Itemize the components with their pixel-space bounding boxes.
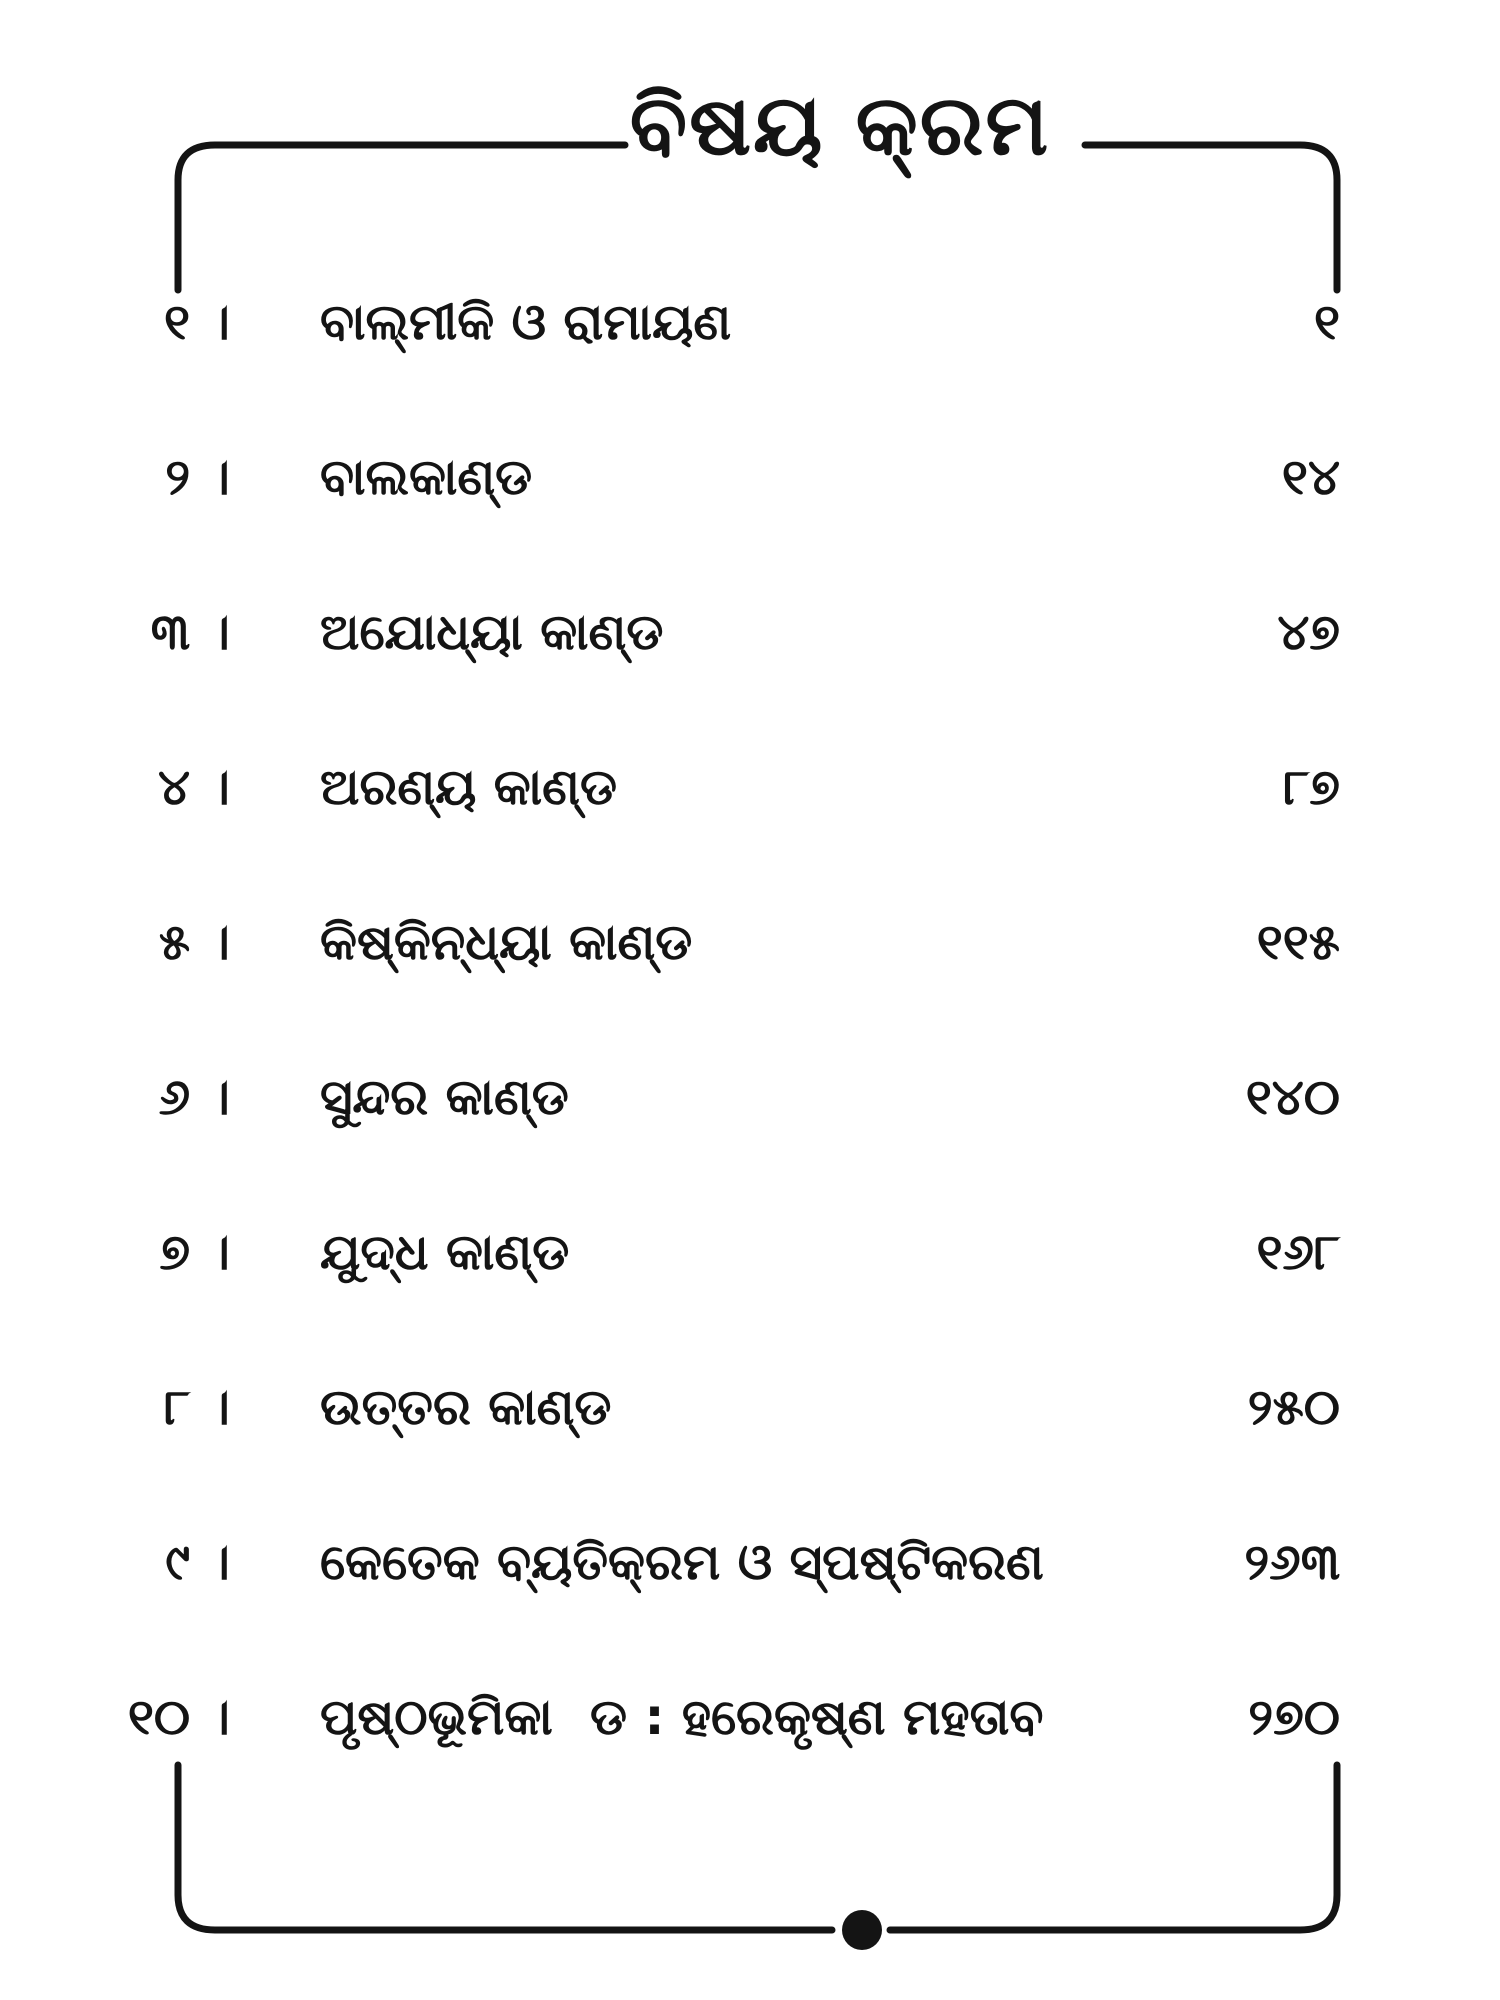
entry-number: ୧ ।	[164, 293, 230, 351]
entry-page-number: ୧୬୮	[1256, 1223, 1340, 1281]
toc-entry[interactable]	[0, 437, 1500, 517]
entry-number: ୫ ।	[158, 913, 230, 971]
toc-entry[interactable]	[0, 1522, 1500, 1602]
toc-entry[interactable]	[0, 592, 1500, 672]
entry-page-number: ୧୪୦	[1245, 1068, 1340, 1126]
entry-number: ୩ ।	[150, 603, 230, 661]
entry-page-number: ୧୪	[1281, 448, 1340, 506]
entry-number: ୪ ।	[158, 758, 230, 816]
entry-number: ୬ ।	[158, 1068, 230, 1126]
entry-author: ଡ : ହରେକୃଷ୍ଣ ମହତାବ	[590, 1688, 1044, 1746]
entry-page-number: ୧୧୫	[1256, 913, 1340, 971]
toc-entry[interactable]	[0, 1677, 1500, 1757]
entry-number: ୧୦ ।	[127, 1688, 230, 1746]
entry-page-number: ୨୬୩	[1244, 1533, 1340, 1591]
toc-entry[interactable]	[0, 1057, 1500, 1137]
entry-page-number: ୮୭	[1283, 758, 1340, 816]
toc-entry[interactable]	[0, 747, 1500, 827]
entry-title: ସୁନ୍ଦର କାଣ୍ଡ	[320, 1068, 569, 1126]
toc-entry[interactable]	[0, 282, 1500, 362]
entry-page-number: ୨୭୦	[1248, 1688, 1340, 1746]
entry-title: ଅରଣ୍ୟ କାଣ୍ଡ	[320, 758, 618, 816]
entry-title: ଉତ୍ତର କାଣ୍ଡ	[320, 1378, 612, 1436]
entry-page-number: ୧	[1313, 293, 1340, 351]
entry-title: କିଷ୍କିନ୍ଧ୍ୟା କାଣ୍ଡ	[320, 913, 693, 971]
entry-number: ୨ ।	[165, 448, 230, 506]
entry-title: କେତେକ ବ୍ୟତିକ୍ରମ ଓ ସ୍ପଷ୍ଟିକରଣ	[320, 1533, 1044, 1591]
entry-title: ବାଲ୍ମୀକି ଓ ରାମାୟଣ	[320, 293, 732, 351]
entry-title: ବାଲକାଣ୍ଡ	[320, 448, 533, 506]
entry-title: ଯୁଦ୍ଧ କାଣ୍ଡ	[320, 1223, 570, 1281]
entry-page-number: ୨୫୦	[1247, 1378, 1340, 1436]
entry-number: ୭ ।	[159, 1223, 230, 1281]
toc-entry[interactable]	[0, 902, 1500, 982]
entry-number: ୯ ।	[165, 1533, 230, 1591]
toc-entry[interactable]	[0, 1367, 1500, 1447]
page-title: ବିଷୟ କ୍ରମ	[629, 76, 1051, 174]
entry-title: ଅଯୋଧ୍ୟା କାଣ୍ଡ	[320, 603, 664, 661]
toc-entry[interactable]	[0, 1212, 1500, 1292]
entry-number: ୮ ।	[163, 1378, 230, 1436]
entry-page-number: ୪୭	[1277, 603, 1340, 661]
entry-title: ପୃଷ୍ଠଭୂମିକା	[320, 1688, 553, 1746]
